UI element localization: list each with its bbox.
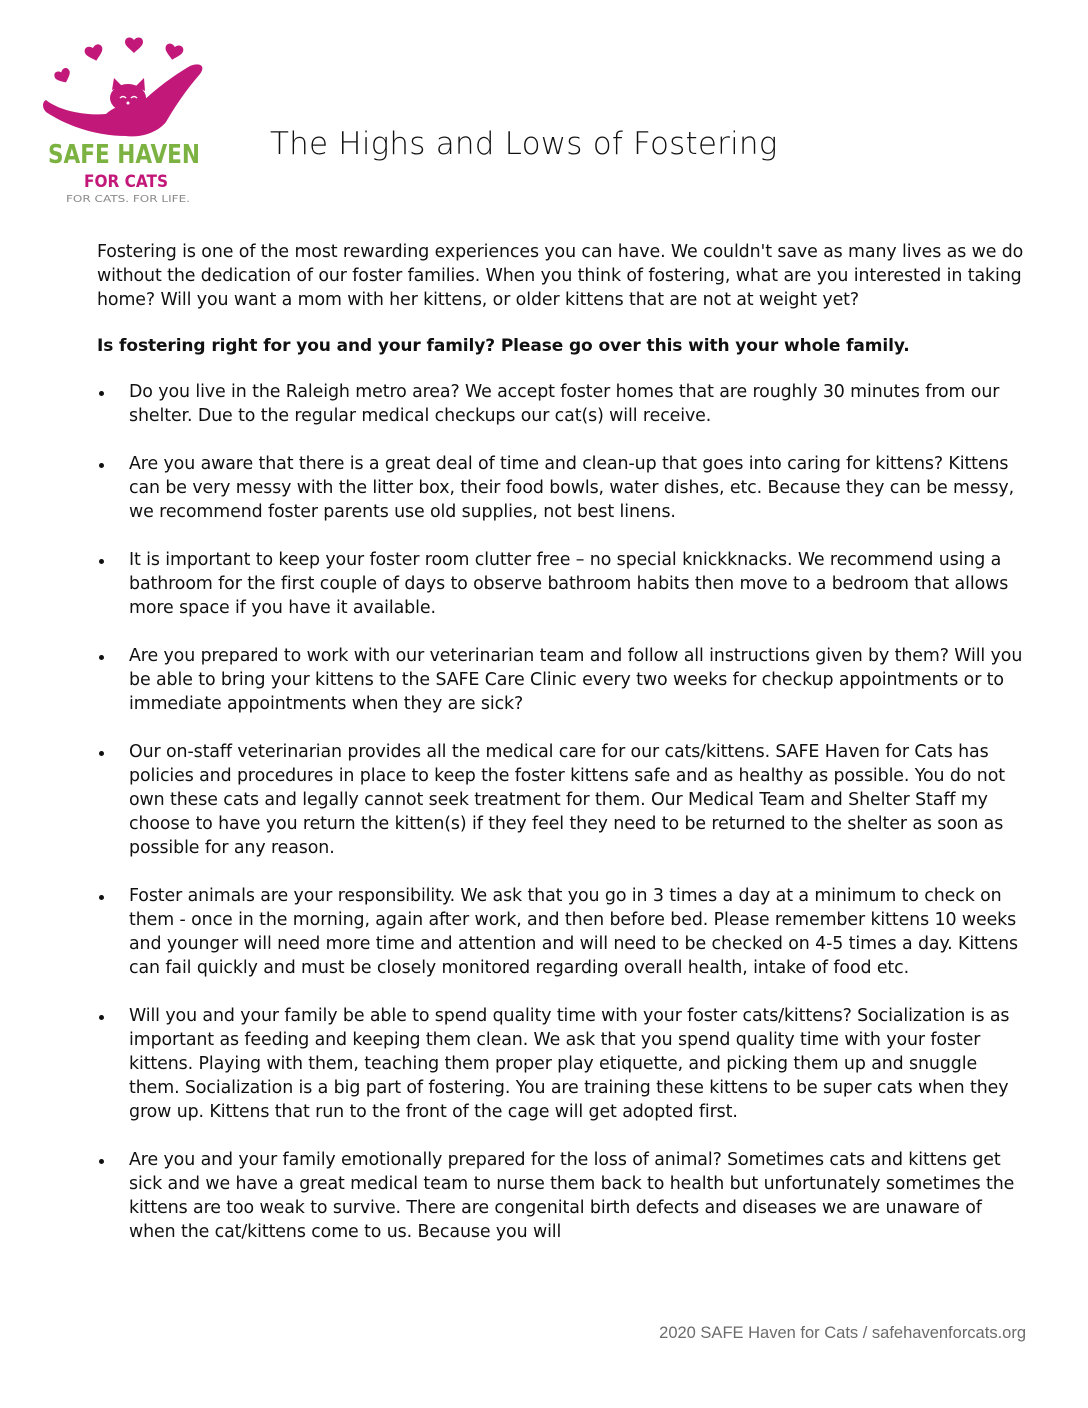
bullet-icon xyxy=(99,391,104,396)
page-footer: 2020 SAFE Haven for Cats / safehavenforcats.org xyxy=(659,1324,1026,1342)
list-item xyxy=(97,548,1032,620)
heart-icon xyxy=(163,43,184,62)
list-item-text: Our on-staff veterinarian provides all the medical care for our cats/kittens. SAFE Haven for Cats has policies and procedures in place to keep the foster kittens safe and as healthy as possible. You do not own these cats and legally cannot seek treatment for them. Our Medical Team and Shelter Staff my choose to have you return the kitten(s) if they feel they need to be returned to the shelter as soon as possible for any reason. xyxy=(129,742,1005,858)
list-item-text: It is important to keep your foster room clutter free – no special knickknacks. We recommend using a bathroom for the first couple of days to observe bathroom habits then move to a bedroom that allows more space if you have it available. xyxy=(129,550,1009,618)
bullet-icon xyxy=(99,463,104,468)
list-item xyxy=(97,452,1032,524)
list-item xyxy=(97,740,1032,860)
list-item xyxy=(97,644,1032,716)
logo-graphic xyxy=(40,36,210,206)
list-item-text: Are you prepared to work with our veterinarian team and follow all instructions given by them? Will you be able to bring your kittens to the SAFE Care Clinic every two weeks for checkup appointments or to immediate appointments when they are sick? xyxy=(129,646,1023,714)
bullet-icon xyxy=(99,895,104,900)
list-item xyxy=(97,1148,1032,1244)
bullet-icon xyxy=(99,751,104,756)
section-question: Is fostering right for you and your family? Please go over this with your whole family. xyxy=(97,336,910,356)
logo-name-line2: FOR CATS xyxy=(84,172,168,192)
list-item-text: Are you and your family emotionally prepared for the loss of animal? Sometimes cats and kittens get sick and we have a great medical team to nurse them back to health but unfortunately sometimes the kittens are too weak to survive. There are congenital birth defects and diseases we are unaware of when the cat/kittens come to us. Because you will xyxy=(129,1150,1015,1242)
heart-icon xyxy=(125,38,143,53)
list-item-text: Are you aware that there is a great deal of time and clean-up that goes into caring for kittens? Kittens can be very messy with the litter box, their food bowls, water dishes, etc. Because they can be messy, we recommend foster parents use old supplies, not best linens. xyxy=(129,454,1015,522)
bullet-icon xyxy=(99,559,104,564)
heart-icon xyxy=(53,67,73,86)
list-item xyxy=(97,1004,1032,1124)
bullet-icon xyxy=(99,655,104,660)
heart-icon xyxy=(84,43,105,63)
list-item-text: Foster animals are your responsibility. We ask that you go in 3 times a day at a minimum to check on them - once in the morning, again after work, and then before bed. Please remember kittens 10 weeks and younger will need more time and attention and will need to be checked on 4-5 times a day. Kittens can fail quickly and must be closely monitored regarding overall health, intake of food etc. xyxy=(129,886,1018,978)
safe-haven-logo xyxy=(40,36,210,206)
bullet-icon xyxy=(99,1159,104,1164)
logo-tagline: FOR CATS. FOR LIFE. xyxy=(66,194,190,205)
list-item-text: Will you and your family be able to spend quality time with your foster cats/kittens? Socialization is as important as feeding and keeping them clean. We ask that you spend quality time with your foster kittens. Playing with them, teaching them proper play etiquette, and picking them up and snuggle them. Socialization is a big part of fostering. You are training these kittens to be super cats when they grow up. Kittens that run to the front of the cage will get adopted first. xyxy=(129,1006,1010,1122)
page-title: The Highs and Lows of Fostering xyxy=(270,126,778,162)
logo-name-line1: SAFE HAVEN xyxy=(48,140,200,170)
list-item-text: Do you live in the Raleigh metro area? We accept foster homes that are roughly 30 minutes from our shelter. Due to the regular medical checkups our cat(s) will receive. xyxy=(129,382,1000,426)
bullet-icon xyxy=(99,1015,104,1020)
list-item xyxy=(97,380,1032,428)
document-body xyxy=(97,240,1032,1268)
list-item xyxy=(97,884,1032,980)
intro-paragraph: Fostering is one of the most rewarding experiences you can have. We couldn't save as many lives as we do without the dedication of our foster families. When you think of fostering, what are you interested in taking home? Will you want a mom with her kittens, or older kittens that are not at weight yet? xyxy=(97,242,1024,310)
checklist xyxy=(97,380,1032,1244)
